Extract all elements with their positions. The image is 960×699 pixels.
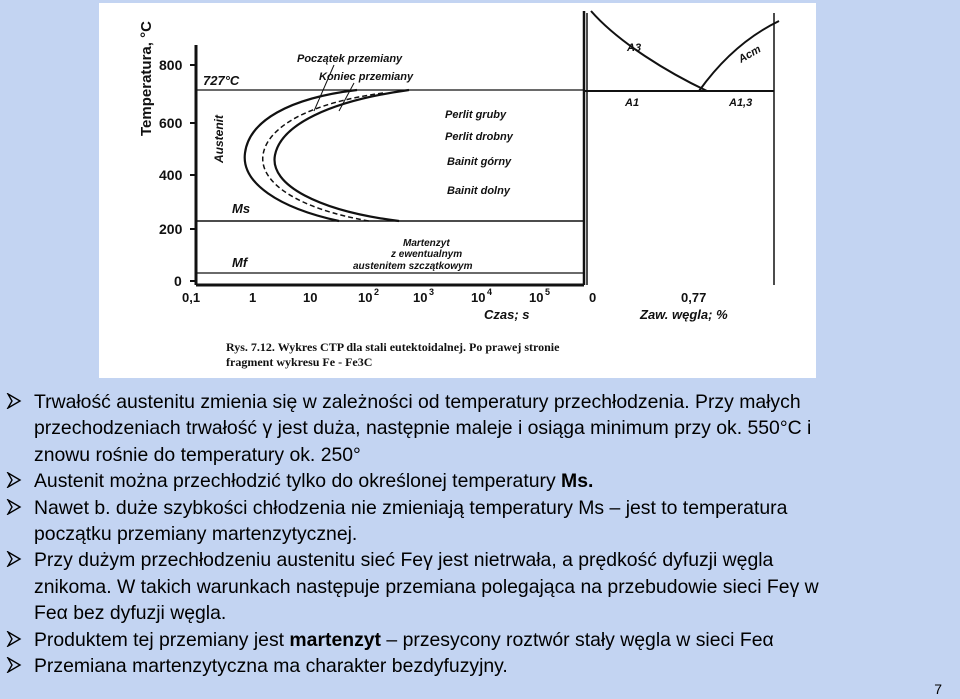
y-tick-0: 0 (174, 273, 182, 289)
fe-x-axis-title: Zaw. węgla; % (640, 307, 728, 322)
label-acm: Acm (736, 43, 764, 66)
figure-caption-1: Rys. 7.12. Wykres CTP dla stali eutektoidalnej. Po prawej stronie (226, 340, 560, 354)
x-tick-10-4: 10 (471, 290, 486, 305)
page-number: 7 (934, 681, 942, 697)
label-end: Koniec przemiany (319, 71, 414, 83)
bullet-6 (6, 653, 956, 679)
label-ms: Ms (232, 201, 251, 216)
fe-x-tick-0: 0 (589, 290, 597, 305)
y-tick-600: 600 (159, 115, 183, 131)
arrow-bullet-icon (6, 551, 22, 567)
end-curve (275, 90, 409, 221)
bullet-5-post: – przesycony roztwór stały węgla w sieci Feα (381, 628, 774, 651)
bullet-6-text: Przemiana martenzytyczna ma charakter bezdyfuzyjny. (34, 655, 508, 678)
bullet-4-line-2: znikoma. W takich warunkach następuje przemiana polegająca na przebudowie sieci Feγ w (34, 575, 819, 598)
x-tick-exp-5: 5 (545, 287, 551, 297)
arrow-bullet-icon (6, 657, 22, 673)
bullet-5 (6, 627, 956, 653)
bullet-3 (6, 495, 956, 548)
bullet-2 (6, 468, 956, 494)
x-tick-exp-4: 4 (487, 287, 493, 297)
bullet-1 (6, 389, 956, 468)
bullet-5-bold: martenzyt (289, 628, 382, 651)
fe-x-tick-077: 0,77 (681, 290, 707, 305)
x-tick-exp-2: 2 (374, 287, 380, 297)
label-bainit-dolny: Bainit dolny (447, 185, 510, 197)
y-axis-title: Temperatura, °C (138, 21, 155, 136)
label-perlit-gruby: Perlit gruby (445, 109, 507, 121)
y-tick-800: 800 (159, 57, 183, 73)
figure-caption-2: fragment wykresu Fe - Fe3C (226, 355, 373, 369)
x-tick-10: 10 (303, 290, 318, 305)
label-727c: 727°C (203, 73, 240, 88)
label-martenzyt-1: Martenzyt (403, 238, 450, 249)
a3-curve (591, 11, 707, 91)
bullet-4-line-3: Feα bez dyfuzji węgla. (34, 602, 227, 625)
y-tick-200: 200 (159, 221, 183, 237)
arrow-bullet-icon (6, 472, 22, 488)
label-start: Początek przemiany (297, 53, 403, 65)
ctp-diagram-figure (99, 3, 816, 378)
bullet-list (6, 389, 956, 679)
label-martenzyt-3: austenitem szczątkowym (353, 261, 473, 272)
bullet-4 (6, 547, 956, 626)
label-a3: A3 (627, 42, 642, 54)
arrow-bullet-icon (6, 631, 22, 647)
label-martenzyt-2: z ewentualnym (391, 249, 463, 260)
bullet-1-line-3: znowu rośnie do temperatury ok. 250° (34, 443, 361, 466)
x-tick-1: 1 (249, 290, 257, 305)
arrow-bullet-icon (6, 499, 22, 515)
bullet-5-pre: Produktem tej przemiany jest (34, 628, 290, 651)
y-tick-400: 400 (159, 167, 183, 183)
x-tick-10-5: 10 (529, 290, 544, 305)
label-mf: Mf (232, 255, 248, 270)
bullet-3-line-1: Nawet b. duże szybkości chłodzenia nie zmieniają temperatury Ms – jest to temperatura (34, 496, 788, 519)
x-tick-10-3: 10 (413, 290, 428, 305)
bullet-1-line-1: Trwałość austenitu zmienia się w zależności od temperatury przechłodzenia. Przy małych (34, 391, 801, 413)
ctp-diagram-svg (99, 3, 816, 378)
label-a1: A1 (625, 97, 640, 109)
arrow-bullet-icon (6, 393, 22, 409)
bullet-4-line-1: Przy dużym przechłodzeniu austenitu sieć Feγ jest nietrwała, a prędkość dyfuzji węgla (34, 549, 774, 572)
x-tick-exp-3: 3 (429, 287, 435, 297)
x-axis-title: Czas; s (484, 307, 530, 322)
bullet-1-line-2: przechodzeniach trwałość γ jest duża, następnie maleje i osiąga minimum przy ok. 550°C i (34, 417, 812, 440)
bullet-3-line-2: początku przemiany martenzytycznej. (34, 523, 358, 546)
label-perlit-drobny: Perlit drobny (445, 131, 513, 143)
bullet-2-bold: Ms. (561, 470, 594, 493)
x-tick-10-2: 10 (358, 290, 373, 305)
bullet-2-text: Austenit można przechłodzić tylko do określonej temperatury (34, 470, 562, 493)
x-tick-0-1: 0,1 (182, 290, 201, 305)
label-a13: A1,3 (729, 97, 753, 109)
label-bainit-gorny: Bainit górny (447, 156, 512, 168)
label-austenit: Austenit (212, 115, 226, 163)
